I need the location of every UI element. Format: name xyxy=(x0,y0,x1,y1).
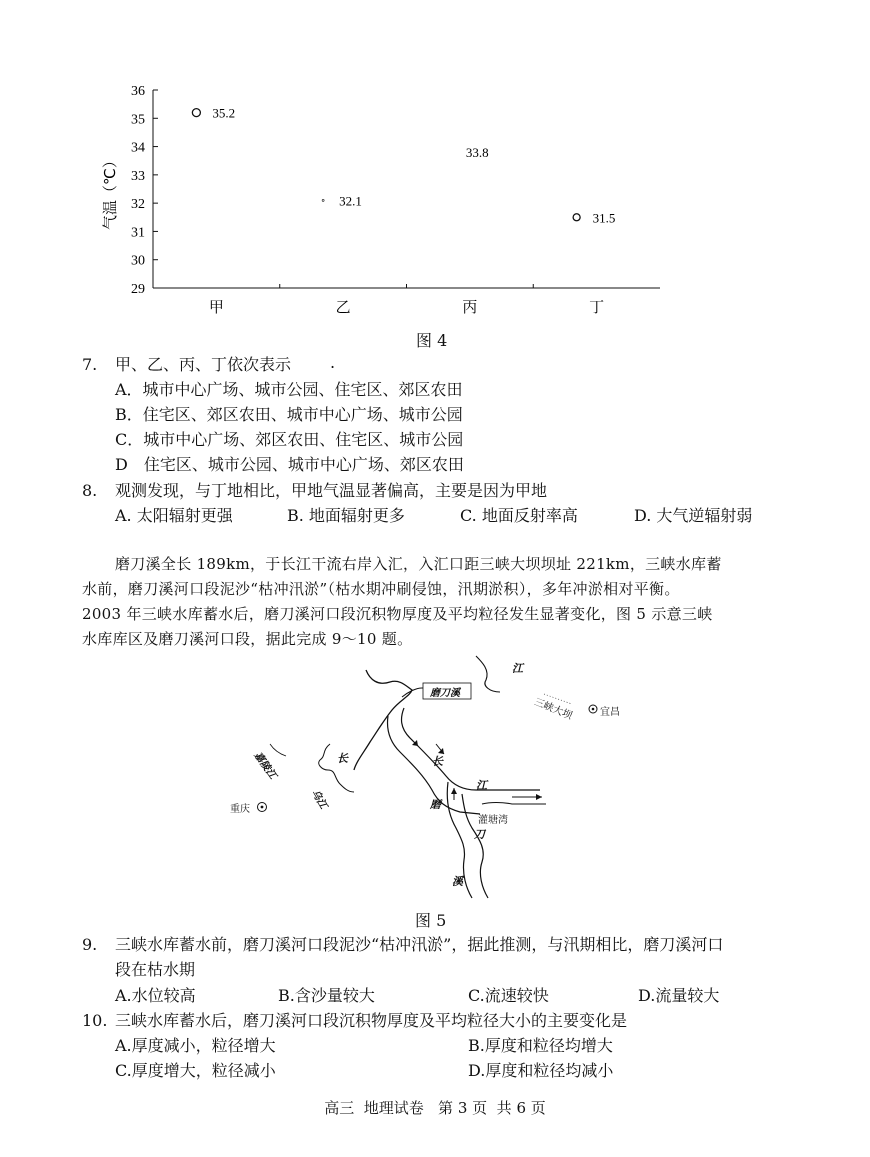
y-tick-label: 36 xyxy=(131,84,145,99)
yangtze-channel-outer xyxy=(402,708,540,790)
flow-arrow-3-head xyxy=(536,794,542,800)
q7-option-b: B．住宅区、郊区农田、城市中心广场、城市公园 xyxy=(115,405,463,424)
data-point xyxy=(322,199,324,201)
q8-option-c: C. 地面反射率高 xyxy=(460,506,578,525)
q8-stem: 观测发现，与丁地相比，甲地气温显著偏高，主要是因为甲地 xyxy=(115,481,548,500)
x-tick-label: 丙 xyxy=(462,298,478,316)
map-label-wujiang: 乌江 xyxy=(309,788,329,811)
yichang-city-dot xyxy=(592,708,595,711)
data-point xyxy=(573,214,580,221)
q9-stem-line1: 三峡水库蓄水前，磨刀溪河口段泥沙“枯冲汛淤”，据此推测，与汛期相比，磨刀溪河口 xyxy=(115,935,724,954)
q7-option-a: A．城市中心广场、城市公园、住宅区、郊区农田 xyxy=(115,380,463,399)
q10-stem: 三峡水库蓄水后，磨刀溪河口段沉积物厚度及平均粒径大小的主要变化是 xyxy=(115,1011,628,1030)
y-tick-label: 29 xyxy=(131,282,145,297)
yangtze-lower-bank xyxy=(482,803,546,805)
map-label-modaoxi: 磨刀溪 xyxy=(430,688,460,699)
map-label-chongqing: 重庆 xyxy=(230,804,250,815)
q9-number: 9. xyxy=(82,935,98,954)
page-footer: 高三 地理试卷 第 3 页 共 6 页 xyxy=(324,1099,546,1117)
y-tick-label: 35 xyxy=(131,112,145,128)
map-label-jiang-2: 江 xyxy=(476,779,487,792)
data-label: 35.2 xyxy=(212,105,236,121)
y-tick-label: 34 xyxy=(131,140,145,156)
q8-number: 8. xyxy=(82,481,98,500)
x-tick-label: 乙 xyxy=(335,298,351,316)
map-label-mo: 磨 xyxy=(430,798,441,811)
x-tick-label: 甲 xyxy=(208,298,224,316)
y-axis xyxy=(131,84,158,297)
figure5-caption: 图 5 xyxy=(415,911,447,930)
map-label-jiang-top: 江 xyxy=(512,662,523,675)
q10-option-d: D.厚度和粒径均减小 xyxy=(468,1061,614,1080)
flow-arrow-4-head xyxy=(451,788,457,794)
q9-option-c: C.流速较快 xyxy=(468,986,549,1005)
y-axis-title: 气温（℃） xyxy=(101,153,119,230)
map-label-jialingjiang: 嘉陵江 xyxy=(251,750,278,782)
q10-option-a: A.厚度减小，粒径增大 xyxy=(115,1036,276,1055)
map-label-chang-1: 长 xyxy=(337,752,348,765)
q7-option-d: D 住宅区、城市公园、城市中心广场、郊区农田 xyxy=(115,455,464,474)
q9-stem-line2: 段在枯水期 xyxy=(115,960,196,979)
data-label: 33.8 xyxy=(465,145,489,161)
passage-line-4: 水库库区及磨刀溪河口段，据此完成 9～10 题。 xyxy=(82,630,413,648)
data-label: 32.1 xyxy=(339,193,362,209)
q10-option-c: C.厚度增大，粒径减小 xyxy=(115,1061,276,1080)
q9-option-a: A.水位较高 xyxy=(115,986,196,1005)
figure4-caption: 图 4 xyxy=(416,331,448,350)
temperature-chart xyxy=(95,80,680,320)
q7-option-c: C．城市中心广场、郊区农田、住宅区、城市公园 xyxy=(115,430,464,449)
data-point xyxy=(192,109,200,117)
y-axis-label xyxy=(101,153,119,230)
map-label-yichang: 宜昌 xyxy=(600,707,620,718)
q8-option-b: B. 地面辐射更多 xyxy=(287,506,405,525)
y-tick-label: 30 xyxy=(131,253,145,269)
q10-option-b: B.厚度和粒径均增大 xyxy=(468,1036,613,1055)
data-label: 31.5 xyxy=(592,210,616,226)
passage-line-3: 2003 年三峡水库蓄水后，磨刀溪河口段沉积物厚度及平均粒径发生显著变化，图 5 示意三峡 xyxy=(82,605,713,623)
map-label-guantangwan: 灌塘湾 xyxy=(478,815,508,826)
data-points xyxy=(192,106,615,226)
q9-option-b: B.含沙量较大 xyxy=(278,986,375,1005)
passage-line-1: 磨刀溪全长 189km，于长江干流右岸入汇，入汇口距三峡大坝坝址 221km，三峡水库蓄 xyxy=(115,555,722,573)
map-label-xi: 溪 xyxy=(452,875,463,888)
x-tick-label: 丁 xyxy=(589,298,605,316)
q7-stem-mark: . xyxy=(330,353,336,372)
y-tick-label: 33 xyxy=(131,168,145,184)
map-label-sanxia-daba: 三峡大坝 xyxy=(532,696,574,722)
q7-number: 7. xyxy=(82,355,98,374)
map-label-dao: 刀 xyxy=(474,828,485,841)
q10-number: 10. xyxy=(82,1011,108,1030)
q7-stem: 甲、乙、丙、丁依次表示 xyxy=(115,355,292,374)
q9-option-d: D.流量较大 xyxy=(638,986,720,1005)
map-label-chang-2: 长 xyxy=(432,755,443,768)
q8-option-a: A. 太阳辐射更强 xyxy=(115,506,233,525)
jialingjiang-river xyxy=(270,744,286,756)
x-axis xyxy=(153,284,660,316)
chongqing-city-dot xyxy=(261,806,264,809)
yangtze-upper-right xyxy=(476,656,500,692)
y-tick-label: 32 xyxy=(131,197,145,213)
q8-option-d: D. 大气逆辐射弱 xyxy=(634,506,753,525)
y-tick-label: 31 xyxy=(131,225,145,241)
passage-line-2: 水前，磨刀溪河口段泥沙“枯冲汛淤”（枯水期冲刷侵蚀，汛期淤积），多年冲淤相对平衡。 xyxy=(82,580,680,598)
